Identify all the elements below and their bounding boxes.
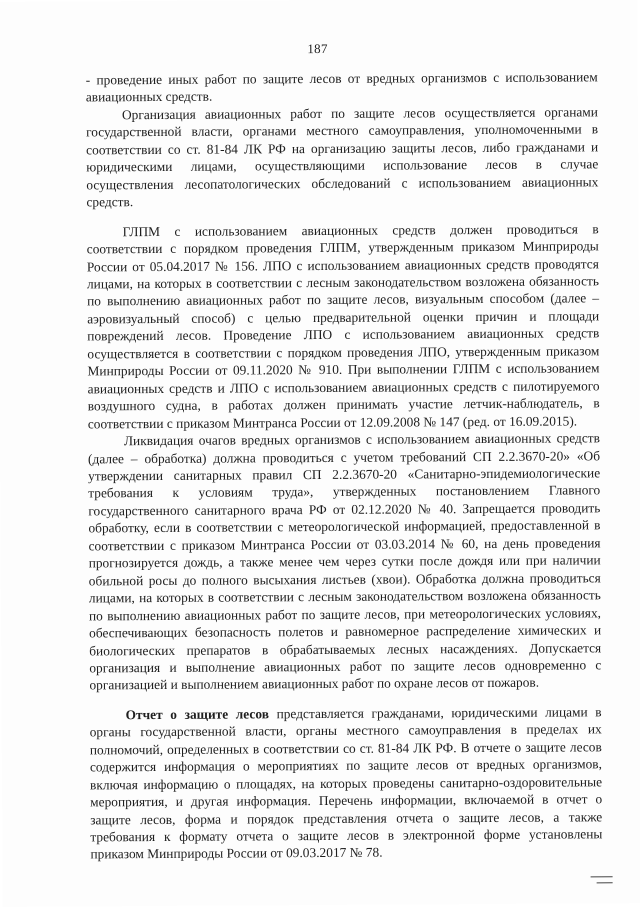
report-heading: Отчет о защите лесов — [125, 706, 269, 723]
scan-edge-mark — [591, 876, 613, 877]
document-body — [86, 68, 603, 863]
report-text: представляется гражданами, юридическими лицами в органы государственной власти, органы местного самоуправления в пределах их полномочий, определенных в соответствии со ст. 81-84 ЛК РФ. В отчете о защите лесов содержится информация о мероприятиях по защите лесов от вредных организмов, включая информацию о площадях, на которых проведены санитарно-оздоровительные мероприятия, и другая информация. Перечень информации, включаемой в отчет о защите лесов, форма и порядок представления отчета о защите лесов, а также требования к формату отчета о защите лесов в электронной форме установлены приказом Минприроды России от 09.03.2017 № 78. — [89, 704, 603, 862]
paragraph-glpm-aviation: ГЛПМ с использованием авиационных средств должен проводиться в соответствии с порядком проведения ГЛПМ, утвержденным приказом Минприроды России от 05.04.2017 № 156. ЛПО с использованием авиационных средств проводятся лицами, на которых в соответствии с лесным законодательством возложена обязанность по выполнению авиационных работ по защите лесов, визуальным способом (далее – аэровизуальный способ) с целью предварительной оценки причин и площади повреждений лесов. Проведение ЛПО с использованием авиационных средств осуществляется в соответствии с порядком проведения ЛПО, утвержденным приказом Минприроды России от 09.11.2020 № 910. При выполнении ГЛПМ с использованием авиационных средств и ЛПО с использованием авиационных средств с пилотируемого воздушного судна, в работах должен принимать участие летчик-наблюдатель, в соответствии с приказом Минтранса России от 12.09.2008 № 147 (ред. от 16.09.2015). — [86, 220, 600, 432]
paragraph-bullet-other-works: - проведение иных работ по защите лесов от вредных организмов с использованием авиационных средств. — [85, 69, 598, 105]
scan-edge-mark — [597, 882, 613, 883]
page-number: 187 — [307, 40, 328, 57]
paragraph-liquidation-of-pest-foci: Ликвидация очагов вредных организмов с использованием авиационных средств (далее – обработка) должна проводиться с учетом требований СП 2.2.3670-20» «Об утверждении санитарных правил СП 2.2.3670-20 «Санитарно-эпидемиологические требования к условиям труда», утвержденных постановлением Главного государственного санитарного врача РФ от 02.12.2020 № 40. Запрещается проводить обработку, если в соответствии с метеорологической информацией, предоставленной в соответствии с приказом Минтранса России от 03.03.2014 № 60, на день проведения прогнозируется дождь, а также менее чем через сутки после дождя или при наличии обильной росы до полного высыхания листьев (хвои). Обработка должна проводиться лицами, на которых в соответствии с лесным законодательством возложена обязанность по выполнению авиационных работ по защите лесов, при метеорологических условиях, обеспечивающих безопасность полетов и равномерное распределение химических и биологических препаратов в обрабатываемых лесных насаждениях. Допускается организация и выполнение авиационных работ по защите лесов одновременно с организацией и выполнением авиационных работ по охране лесов от пожаров. — [87, 430, 602, 693]
paragraph-organization-aviation-works: Организация авиационных работ по защите лесов осуществляется органами государственной власти, органами местного самоуправления, уполномоченными в соответствии со ст. 81-84 ЛК РФ на организацию защиты лесов, либо гражданами и юридическими лицами, осуществляющими использование лесов в случае осуществления лесопатологических обследований с использованием авиационных средств. — [85, 104, 599, 210]
paragraph-forest-protection-report — [90, 703, 603, 863]
